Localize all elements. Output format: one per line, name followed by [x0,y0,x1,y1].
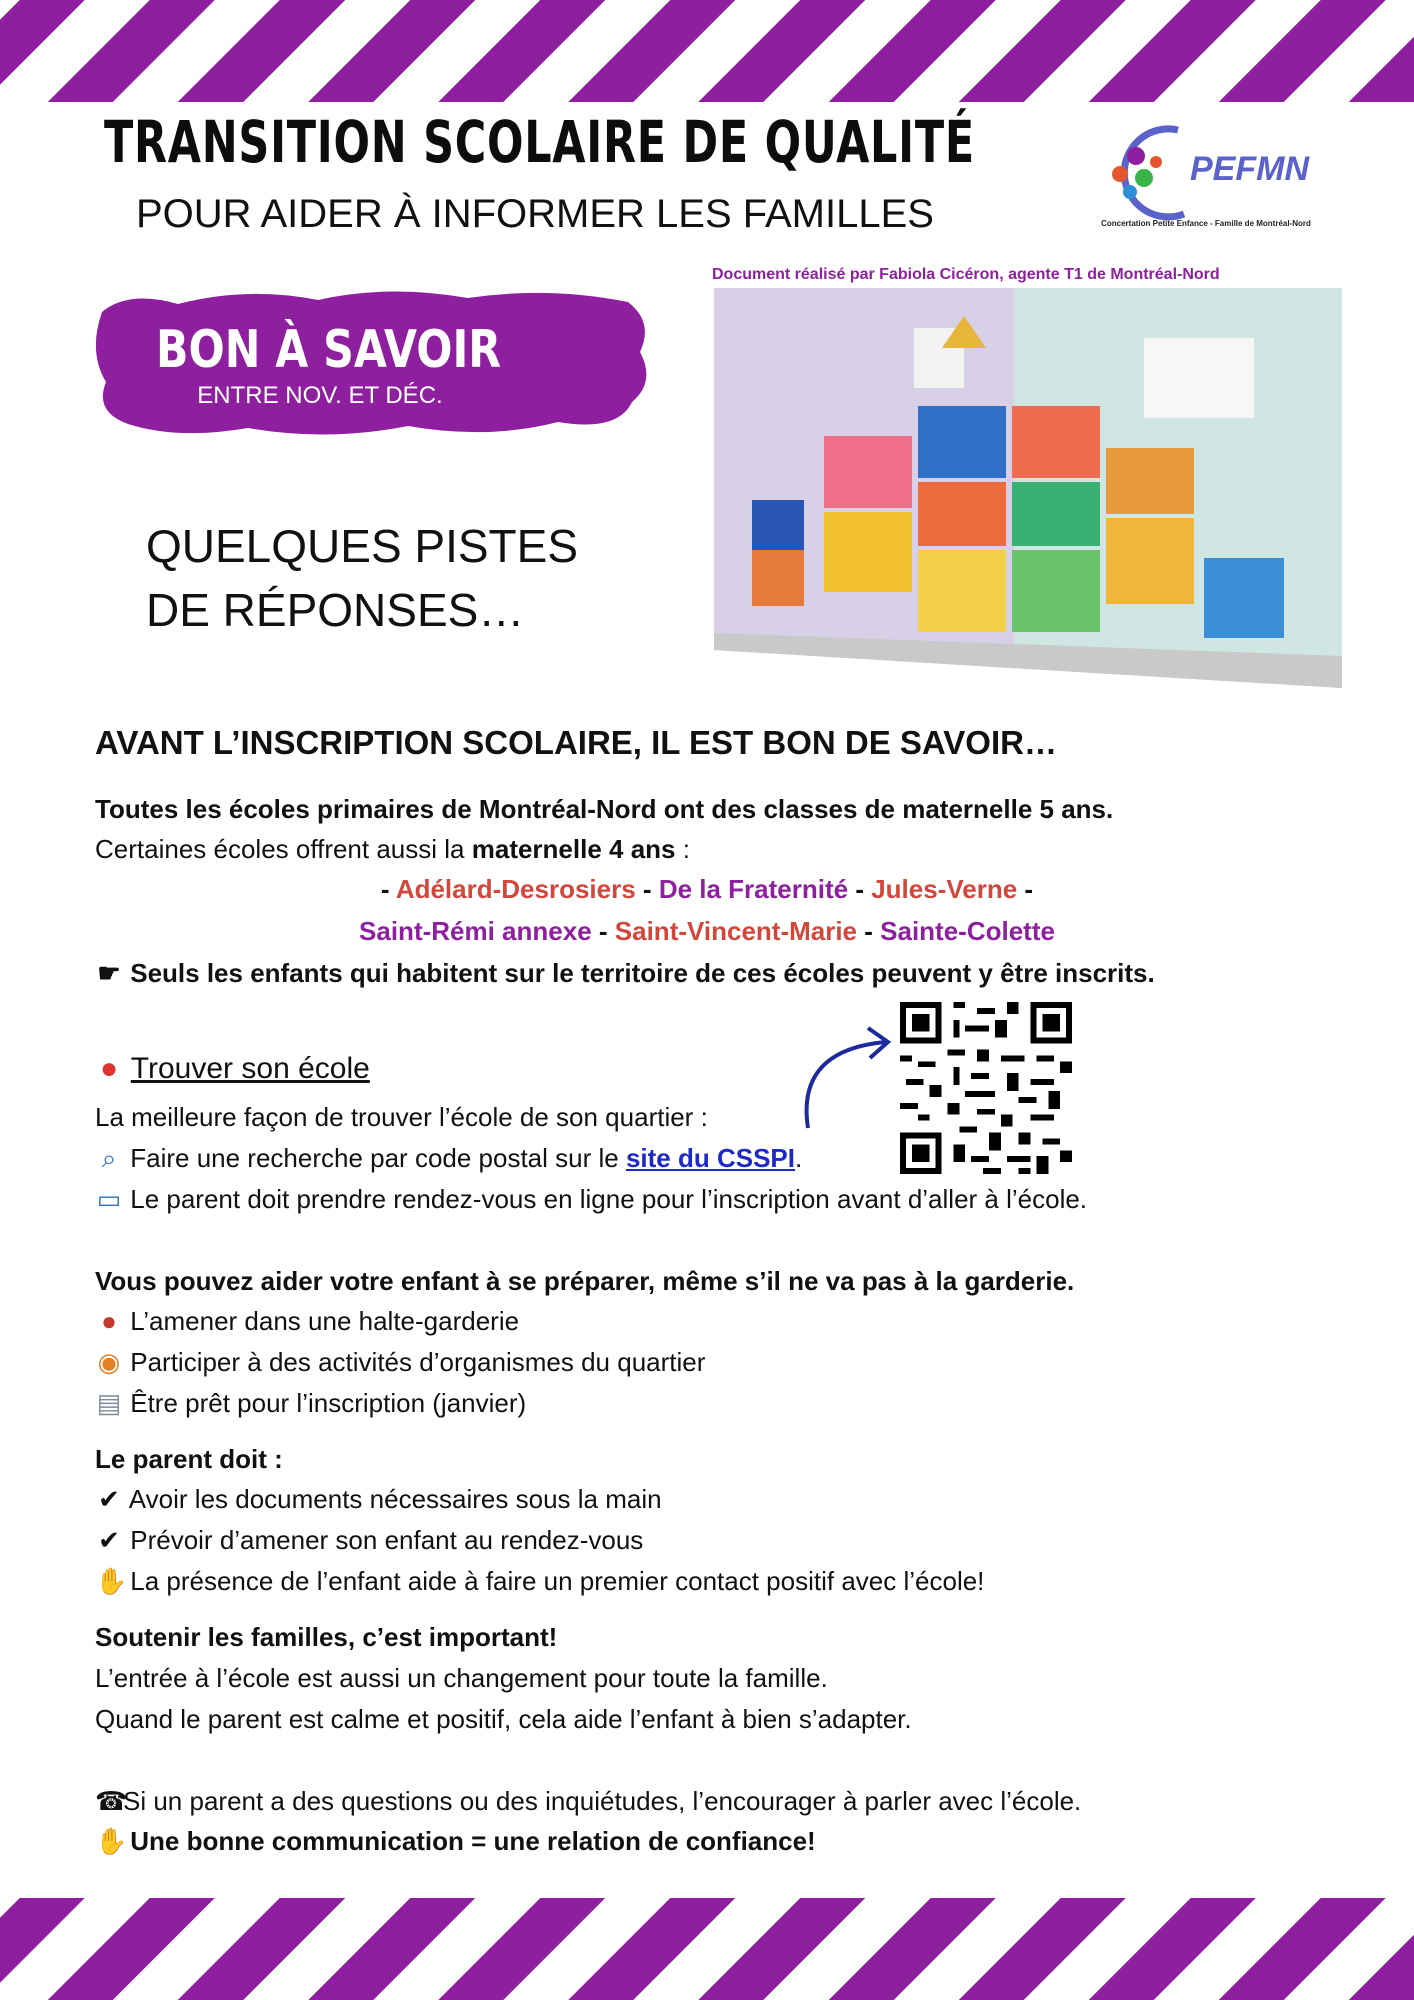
prepare-item [95,1388,526,1419]
all-schools-text: Toutes les écoles primaires de Montréal-Nord ont des classes de maternelle 5 ans. [95,794,1114,824]
pistes-line-1: QUELQUES PISTES [146,520,579,572]
classroom-photo [714,288,1342,688]
school-adelard: Adélard-Desrosiers [395,874,636,904]
rdv-line [95,1184,1087,1215]
csspi-site-link[interactable]: site du CSSPI [625,1143,795,1173]
trouver-title: Trouver son école [130,1052,370,1085]
logo-text: PEFMN [1190,150,1309,188]
support-line-2: Quand le parent est calme et positif, cela aide l’enfant à bien s’adapter. [95,1704,912,1734]
badge-title: BON À SAVOIR [156,320,502,380]
school-saint-vincent: Saint-Vincent-Marie [614,916,858,946]
parent-heading: Le parent doit : [95,1444,283,1474]
prepare-item [95,1347,705,1378]
school-list-line-2: Saint-Rémi annexe - Saint-Vincent-Marie - Sainte-Colette [359,916,1055,946]
palette-icon: ◉ [97,1347,121,1377]
page-title: TRANSITION SCOLAIRE DE QUALITÉ [104,108,975,176]
communication-text: Une bonne communication = une relation de confiance! [130,1826,816,1856]
prepare-item-label: Participer à des activités d’organismes du quartier [130,1347,706,1377]
territory-text: Seuls les enfants qui habitent sur le territoire de ces écoles peuvent y être inscrits. [130,958,1155,988]
questions-text: Si un parent a des questions ou des inquiétudes, l’encourager à parler avec l’école. [123,1786,1082,1816]
parent-item-label: Prévoir d’amener son enfant au rendez-vous [130,1525,644,1555]
presence-line [95,1566,984,1597]
prepare-item [95,1306,519,1337]
parent-item-label: Avoir les documents nécessaires sous la main [128,1484,662,1514]
author-credit: Document réalisé par Fabiola Cicéron, agente T1 de Montréal-Nord [712,266,1220,283]
maternelle-4-prefix: Certaines écoles offrent aussi la [95,834,472,864]
school-jules-verne: Jules-Verne [871,874,1018,904]
maternelle-4-bold: maternelle 4 ans [471,834,676,864]
section-heading: AVANT L’INSCRIPTION SCOLAIRE, IL EST BON DE SAVOIR… [95,724,1057,761]
prepare-item-label: Être prêt pour l’inscription (janvier) [130,1388,527,1418]
badge-subtitle: ENTRE NOV. ET DÉC. [197,382,443,409]
pistes-line-2: DE RÉPONSES… [146,584,525,637]
school-list-line-1: - Adélard-Desrosiers - De la Fraternité - Jules-Verne - [380,874,1034,904]
page-subtitle: POUR AIDER À INFORMER LES FAMILLES [136,192,934,236]
pointing-hand-icon: ☛ [97,958,121,988]
pistes-heading [146,514,578,643]
search-suffix: . [795,1143,803,1173]
qr-code[interactable] [900,1002,1072,1174]
magnifier-icon: ⌕ [101,1143,117,1173]
support-heading: Soutenir les familles, c’est important! [95,1622,558,1652]
document-icon: ▤ [96,1388,122,1418]
trouver-heading [95,1052,370,1086]
search-line [95,1143,802,1175]
prepare-heading: Vous pouvez aider votre enfant à se préparer, même s’il ne va pas à la garderie. [95,1266,1075,1296]
school-saint-remi: Saint-Rémi annexe [359,916,592,946]
parent-item [95,1525,643,1556]
parent-item [95,1484,662,1515]
checkmark-icon: ✔ [98,1484,120,1514]
maternelle-4-suffix: : [675,834,690,864]
presence-text: La présence de l’enfant aide à faire un premier contact positif avec l’école! [130,1566,985,1596]
logo-caption: Concertation Petite Enfance - Famille de Montréal-Nord [1101,219,1311,228]
maternelle-4-line [95,834,690,865]
communication-line [95,1826,816,1857]
handshake-icon: ✋ [95,1826,128,1856]
laptop-icon: ▭ [96,1184,122,1214]
checkmark-icon: ✔ [98,1525,120,1555]
school-fraternite: De la Fraternité [658,874,849,904]
questions-line [95,1786,1081,1817]
arrow-to-qr-icon [796,1020,896,1130]
prepare-item-label: L’amener dans une halte-garderie [130,1306,520,1336]
best-way-text: La meilleure façon de trouver l’école de son quartier : [95,1102,708,1132]
school-sainte-colette: Sainte-Colette [880,916,1055,946]
support-line-1: L’entrée à l’école est aussi un changement pour toute la famille. [95,1663,828,1693]
teddy-bear-icon: ● [101,1306,117,1336]
territory-line [95,958,1155,989]
bottom-stripe-border [0,1898,1414,2000]
waving-hand-icon: ✋ [95,1566,128,1596]
top-stripe-border [0,0,1414,102]
search-prefix: Faire une recherche par code postal sur le [130,1143,626,1173]
pin-icon: ● [99,1052,119,1085]
phone-icon: ☎ [95,1786,128,1816]
rdv-text: Le parent doit prendre rendez-vous en ligne pour l’inscription avant d’aller à l’école. [130,1184,1088,1214]
